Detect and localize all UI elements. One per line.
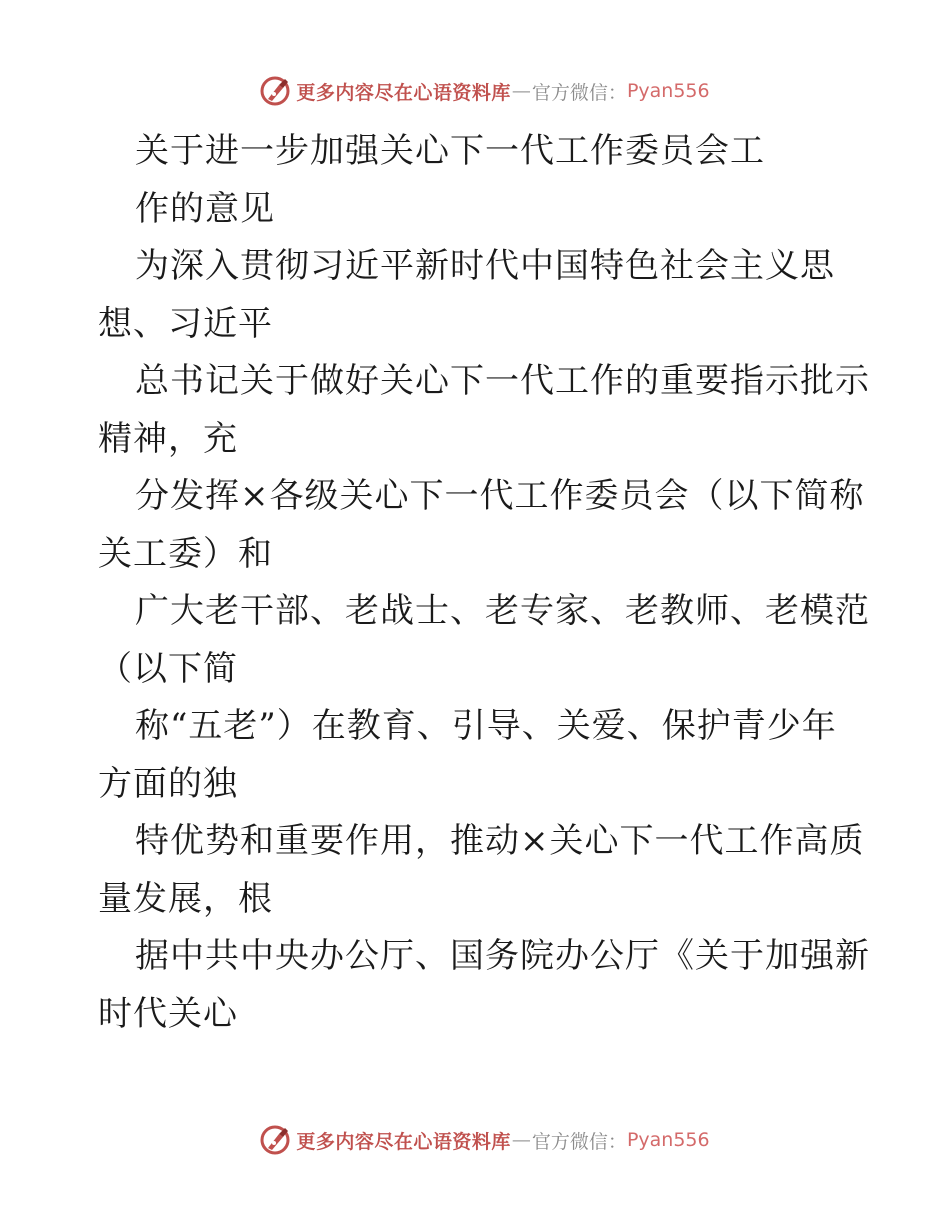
paragraph-line: 广大老干部、老战士、老专家、老教师、老模范 [135, 591, 870, 631]
paragraph-line: 为深入贯彻习近平新时代中国特色社会主义思 [135, 246, 835, 286]
pen-nib-circle-logo-icon [258, 1123, 292, 1157]
document-title-line-1: 关于进一步加强关心下一代工作委员会工 [135, 131, 765, 171]
paragraph-line: 精神，充 [98, 418, 238, 459]
watermark-wechat-id: Pyan556 [626, 1129, 710, 1151]
paragraph-line: 总书记关于做好关心下一代工作的重要指示批示 [135, 361, 870, 401]
paragraph-line: （以下简 [98, 648, 238, 689]
watermark-brand-text: 更多内容尽在心语资料库 [296, 1130, 511, 1153]
watermark-dash: — [511, 80, 531, 102]
document-title-line-2: 作的意见 [135, 188, 275, 229]
watermark-banner-content [258, 74, 709, 108]
watermark-wechat-label: 官方微信： [531, 81, 627, 104]
pen-nib-circle-logo-icon [258, 74, 292, 108]
paragraph-line: 量发展，根 [98, 878, 273, 919]
paragraph-line: 关工委）和 [98, 533, 273, 574]
watermark-banner-bottom [0, 1120, 950, 1160]
paragraph-line: 称“五老”）在教育、引导、关爱、保护青少年 [135, 706, 837, 746]
paragraph-line: 据中共中央办公厅、国务院办公厅《关于加强新 [135, 936, 870, 976]
watermark-dash: — [511, 1129, 531, 1151]
watermark-banner-content [258, 1123, 709, 1157]
paragraph-line: 想、习近平 [98, 303, 273, 344]
paragraph-line: 时代关心 [98, 993, 238, 1034]
document-body [98, 123, 870, 1043]
watermark-wechat-label: 官方微信： [531, 1130, 627, 1153]
watermark-banner-top [0, 71, 950, 111]
paragraph-line: 特优势和重要作用，推动×关心下一代工作高质 [135, 821, 865, 861]
watermark-brand-text: 更多内容尽在心语资料库 [296, 81, 511, 104]
paragraph-line: 方面的独 [98, 763, 238, 804]
paragraph-line: 分发挥×各级关心下一代工作委员会（以下简称 [135, 476, 865, 516]
watermark-wechat-id: Pyan556 [626, 80, 710, 102]
